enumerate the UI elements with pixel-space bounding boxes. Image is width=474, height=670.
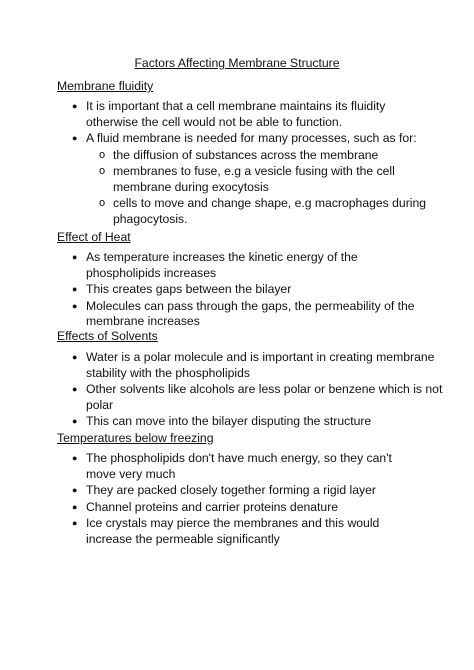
bullet-icon: ● <box>72 485 78 495</box>
list-item <box>72 282 426 298</box>
bullet-list-temperatures-below-freezing <box>72 451 416 548</box>
list-item <box>72 414 461 430</box>
circle-bullet-icon: o <box>99 197 106 209</box>
list-item-text: Channel proteins and carrier proteins denature <box>86 499 339 514</box>
bullet-icon: ● <box>72 300 78 311</box>
sub-list-item <box>99 164 433 195</box>
sub-list-item-text: membranes to fuse, e.g a vesicle fusing with the cell membrane during exocytosis <box>113 164 395 194</box>
list-item <box>72 516 416 547</box>
list-item <box>72 499 416 516</box>
bullet-icon: ● <box>72 252 78 262</box>
list-item-text: This creates gaps between the bilayer <box>86 282 292 296</box>
bullet-icon: ● <box>72 501 78 512</box>
bullet-list-effect-of-heat <box>72 250 426 331</box>
list-item-text: As temperature increases the kinetic energy of the phospholipids increases <box>86 250 358 280</box>
section-heading-effect-of-heat: Effect of Heat <box>57 230 131 244</box>
section-heading-temperatures-below-freezing: Temperatures below freezing <box>57 431 214 445</box>
list-item-text: Molecules can pass through the gaps, the permeability of the membrane increases <box>86 298 415 328</box>
list-item-text: A fluid membrane is needed for many processes, such as for: <box>86 131 417 145</box>
section-heading-effects-of-solvents: Effects of Solvents <box>57 329 158 343</box>
list-item-text: The phospholipids don't have much energy, so they can't move very much <box>86 451 392 481</box>
bullet-icon: ● <box>72 453 78 463</box>
list-item <box>72 298 426 330</box>
bullet-icon: ● <box>72 352 78 362</box>
bullet-icon: ● <box>72 101 78 111</box>
list-item-text: Ice crystals may pierce the membranes and this would increase the permeable significantly <box>86 516 380 546</box>
list-item <box>72 250 426 281</box>
bullet-icon: ● <box>72 518 78 528</box>
section-heading-membrane-fluidity: Membrane fluidity <box>57 79 154 93</box>
bullet-icon: ● <box>72 416 78 426</box>
sub-list-processes <box>99 147 433 228</box>
sub-list-item-text: cells to move and change shape, e.g macrophages during phagocytosis. <box>113 196 427 226</box>
bullet-icon: ● <box>72 384 78 394</box>
sub-list-item <box>99 196 433 227</box>
list-item <box>72 350 461 381</box>
list-item <box>72 483 416 499</box>
sub-list-item-text: the diffusion of substances across the membrane <box>113 147 379 162</box>
sub-list-item <box>99 147 433 164</box>
list-item-text: Water is a polar molecule and is important in creating membrane stability with the phospholipids <box>86 350 435 380</box>
list-item <box>72 451 416 482</box>
document-title: Factors Affecting Membrane Structure <box>134 56 340 70</box>
list-item <box>72 382 461 413</box>
bullet-list-membrane-fluidity <box>72 99 436 228</box>
bullet-icon: ● <box>72 133 78 143</box>
circle-bullet-icon: o <box>99 148 106 161</box>
list-item-text: This can move into the bilayer disputing the structure <box>86 414 372 428</box>
list-item <box>72 131 436 227</box>
circle-bullet-icon: o <box>99 165 106 177</box>
list-item-text: They are packed closely together forming a rigid layer <box>86 483 376 497</box>
list-item <box>72 99 436 130</box>
bullet-list-effects-of-solvents <box>72 350 461 431</box>
list-item-text: It is important that a cell membrane maintains its fluidity otherwise the cell would not be able to function. <box>86 99 386 129</box>
list-item-text: Other solvents like alcohols are less polar or benzene which is not polar <box>86 382 443 412</box>
bullet-icon: ● <box>72 284 78 294</box>
